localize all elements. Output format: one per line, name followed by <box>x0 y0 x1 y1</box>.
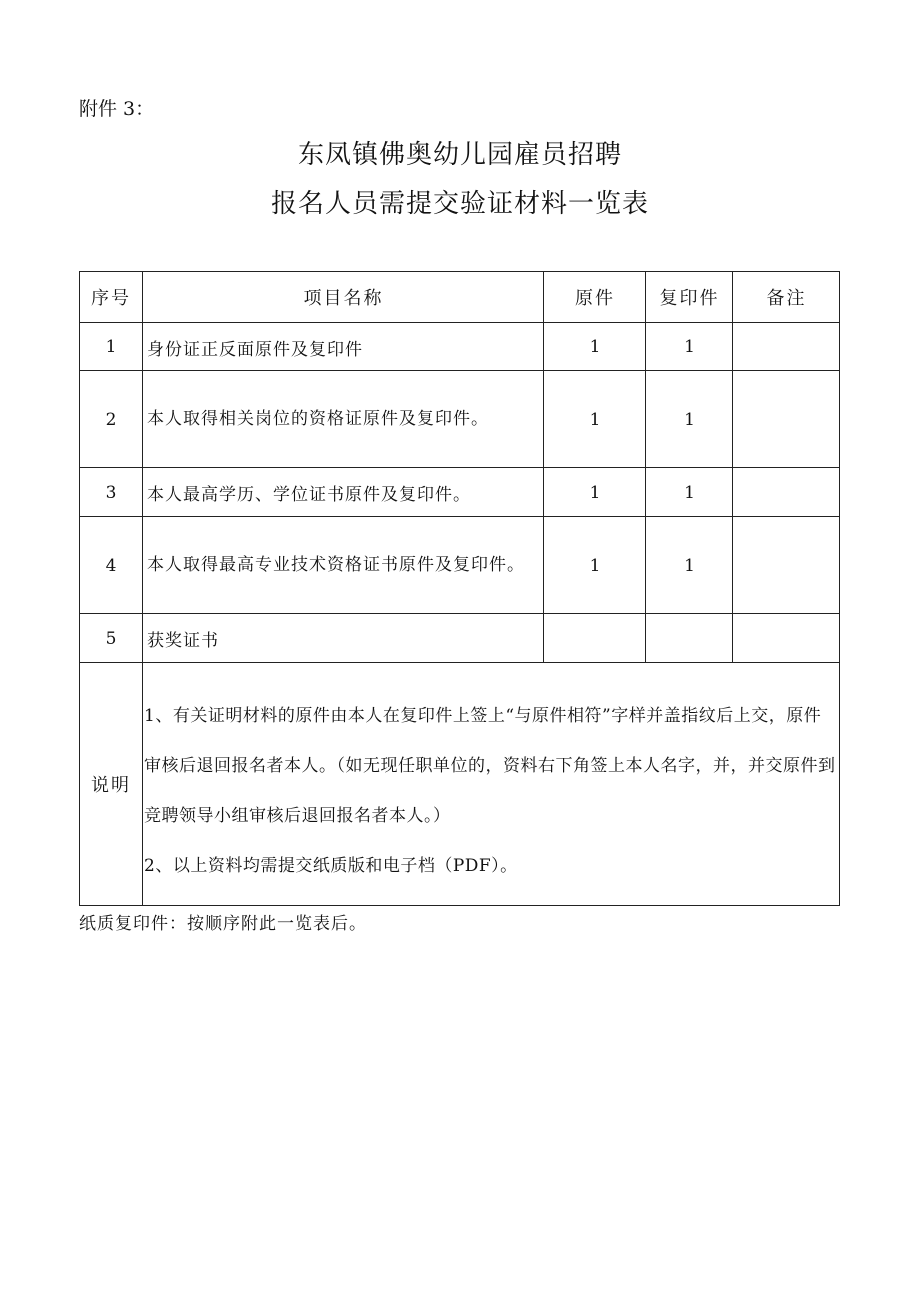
notes-content <box>144 691 838 891</box>
materials-table <box>79 271 840 906</box>
header-copy: 复印件 <box>659 288 720 309</box>
row-2-index: 2 <box>105 409 117 430</box>
header-item-name: 项目名称 <box>303 288 384 309</box>
header-index: 序号 <box>91 288 131 309</box>
row-1-index: 1 <box>105 337 117 357</box>
header-original: 原件 <box>575 288 615 309</box>
row-1-copy: 1 <box>684 337 695 357</box>
attachment-label: 附件 3： <box>79 98 155 120</box>
row-2-copy: 1 <box>684 409 695 430</box>
row-1-item: 身份证正反面原件及复印件 <box>147 339 363 360</box>
row-4-original: 1 <box>589 555 601 576</box>
row-3-remark <box>733 468 840 517</box>
row-2-original: 1 <box>589 409 601 430</box>
page-title-line-1: 东凤镇佛奥幼儿园雇员招聘 <box>297 140 622 170</box>
row-3-item: 本人最高学历、学位证书原件及复印件。 <box>147 485 471 505</box>
row-4-index: 4 <box>105 555 117 576</box>
notes-label: 说明 <box>91 775 131 796</box>
row-2-remark <box>733 371 840 468</box>
row-3-copy: 1 <box>684 482 695 503</box>
note-2: 2、以上资料均需提交纸质版和电子档（PDF）。 <box>144 856 518 876</box>
table-border-bottom <box>79 905 840 906</box>
row-5-index: 5 <box>105 628 117 649</box>
row-5-copy <box>646 614 733 663</box>
row-2-item: 本人取得相关岗位的资格证原件及复印件。 <box>147 409 489 429</box>
row-4-item: 本人取得最高专业技术资格证书原件及复印件。 <box>147 555 525 575</box>
row-4-copy: 1 <box>684 555 695 576</box>
row-1-remark <box>733 323 840 371</box>
header-remark: 备注 <box>766 288 807 309</box>
page-title-line-2: 报名人员需提交验证材料一览表 <box>270 189 649 219</box>
row-5-original <box>544 614 646 663</box>
row-4-remark <box>733 517 840 614</box>
row-1-original: 1 <box>589 337 601 357</box>
row-3-original: 1 <box>589 482 601 503</box>
footer-note: 纸质复印件：按顺序附此一览表后。 <box>79 914 367 934</box>
row-5-remark <box>733 614 840 663</box>
row-5-item: 获奖证书 <box>147 631 219 651</box>
note-1: 1、有关证明材料的原件由本人在复印件上签上“与原件相符”字样并盖指纹后上交，原件审核后退回报名者本人。（如无现任职单位的，资料右下角签上本人名字，并，并交原件到竞聘领导小组审核后退回报名者本人。） <box>144 706 836 826</box>
row-3-index: 3 <box>105 482 117 503</box>
